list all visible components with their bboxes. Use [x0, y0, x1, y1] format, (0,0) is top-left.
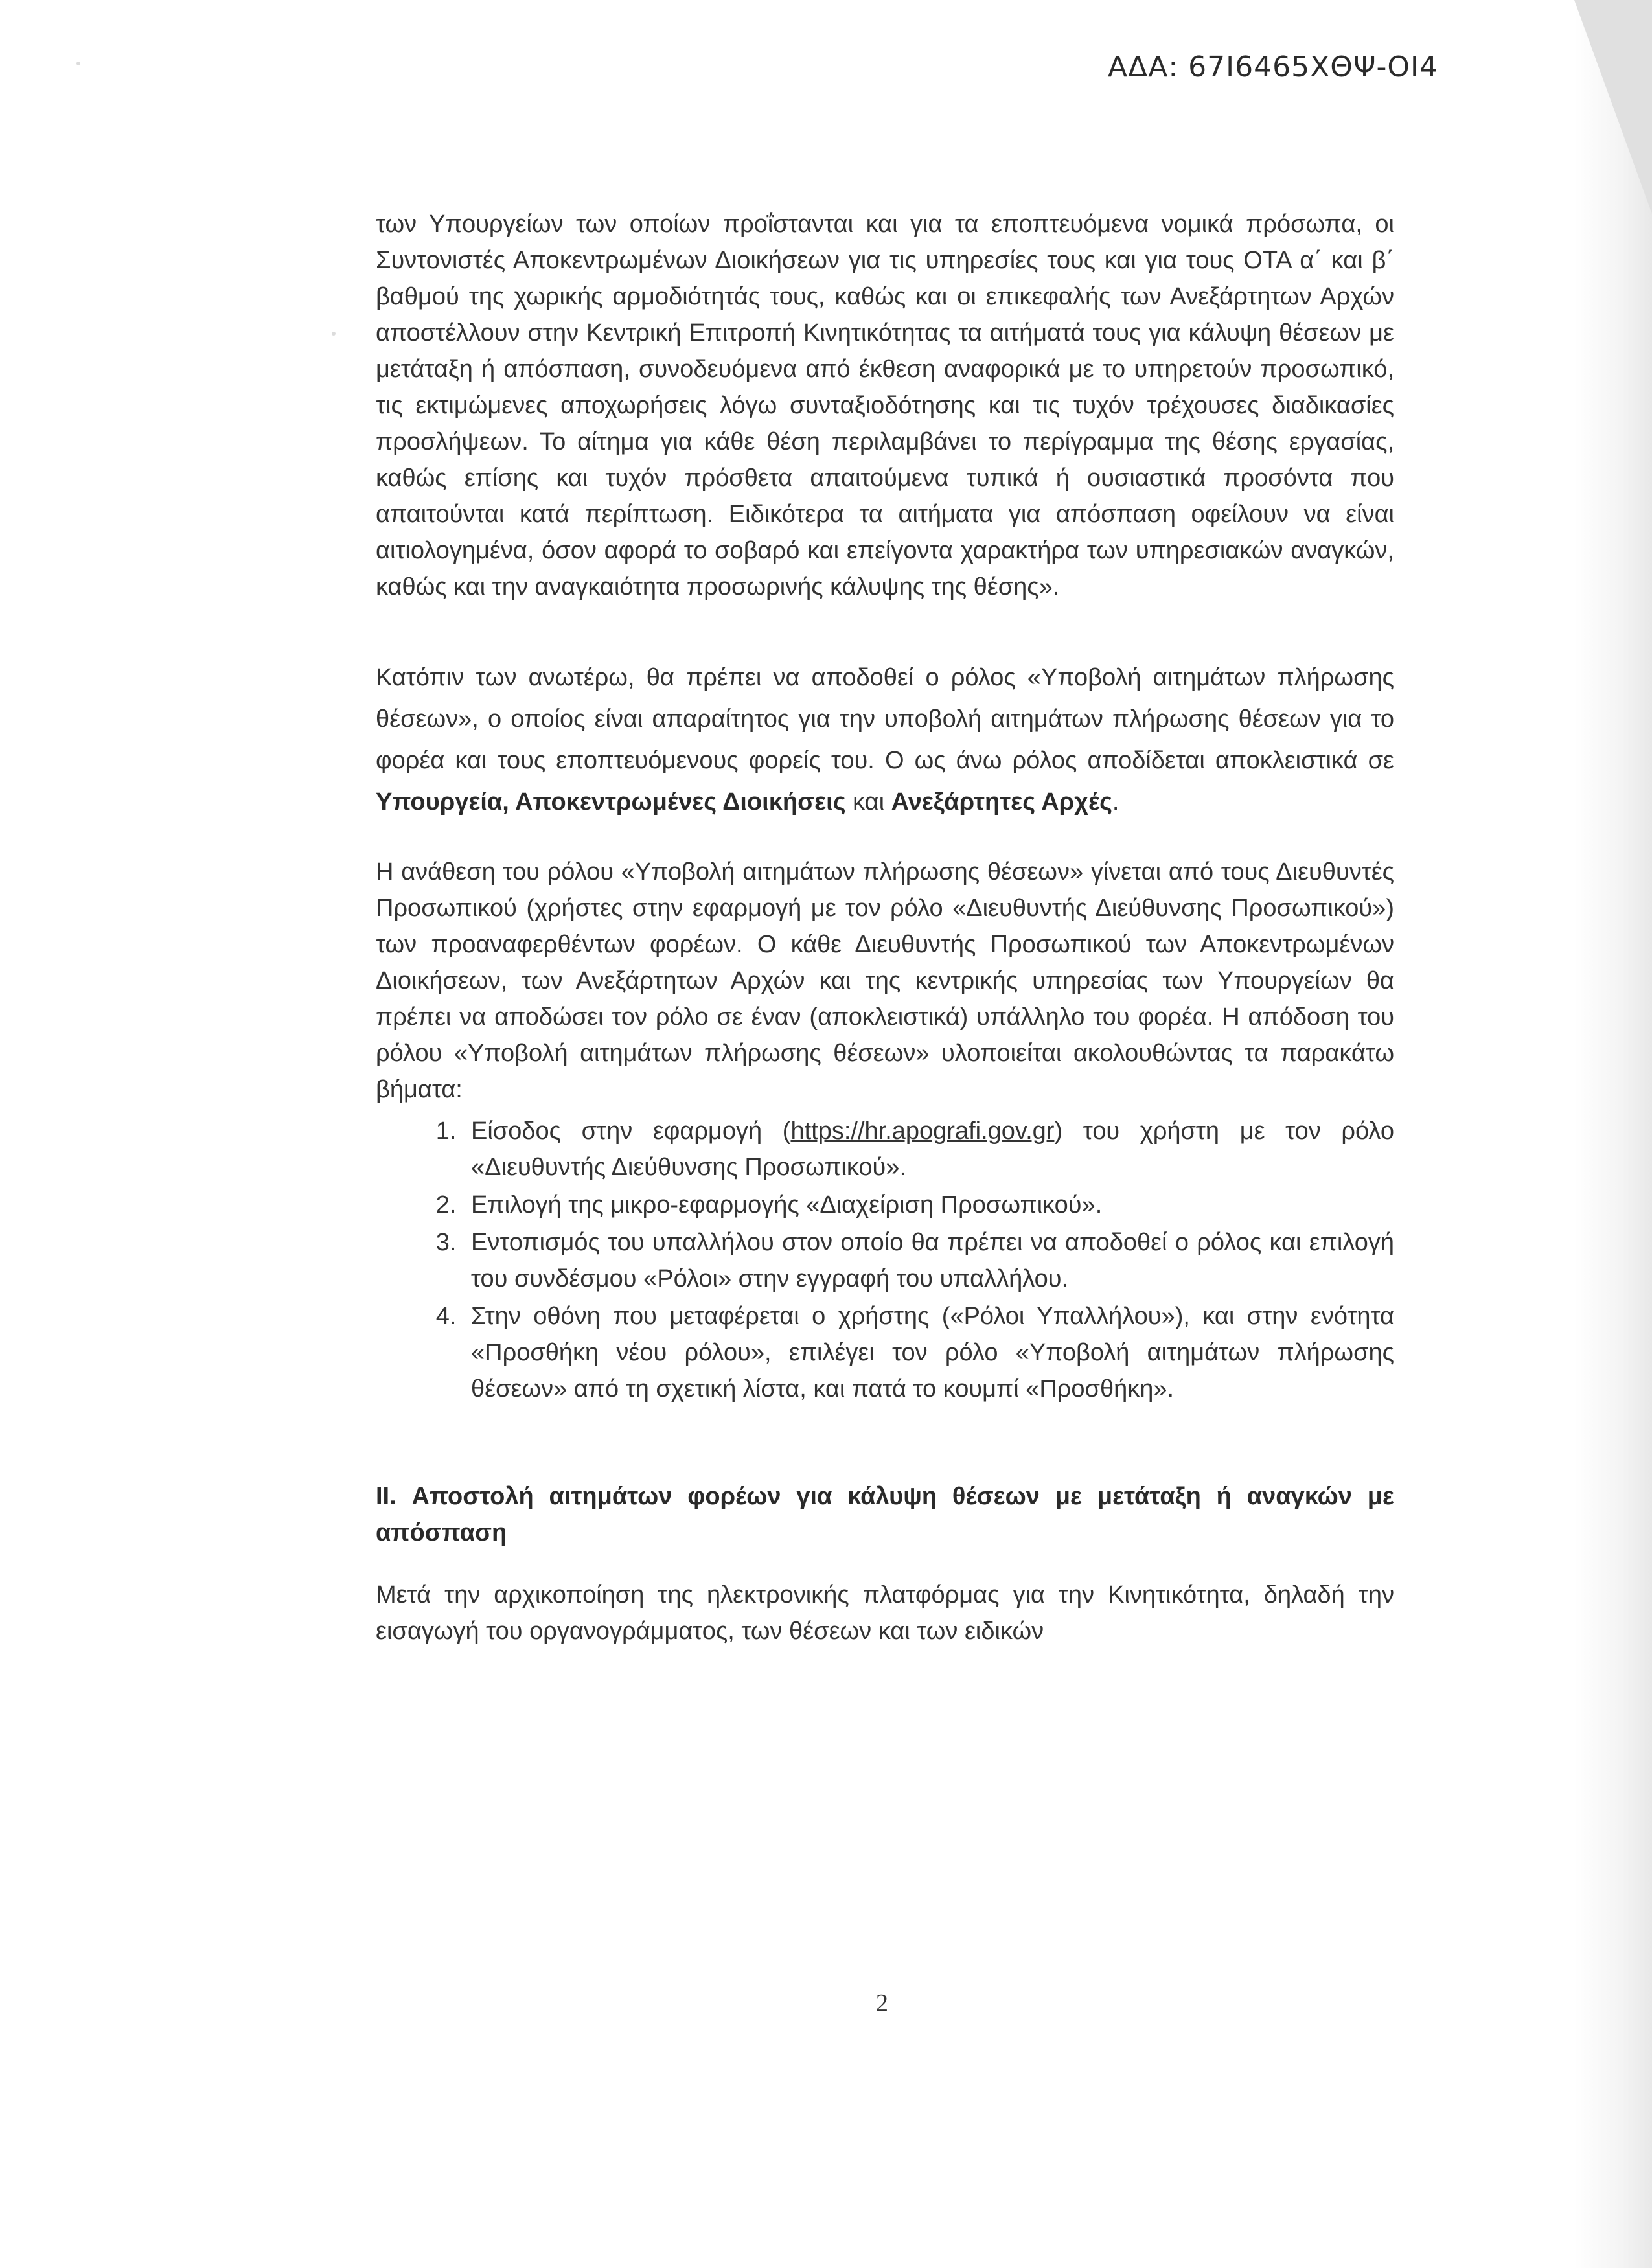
document-body — [376, 206, 1394, 1649]
scan-folded-corner — [1574, 0, 1652, 214]
list-item: 3. Εντοπισμός του υπαλλήλου στον οποίο θα πρέπει να αποδοθεί ο ρόλος και επιλογή του συνδέσμου «Ρόλοι» στην εγγραφή του υπαλλήλου. — [463, 1224, 1394, 1297]
section-heading: II. Αποστολή αιτημάτων φορέων για κάλυψη θέσεων με μετάταξη ή αναγκών με απόσπαση — [376, 1483, 1394, 1546]
paragraph-2-bold-1: Υπουργεία, Αποκεντρωμένες Διοικήσεις — [376, 788, 846, 816]
steps-list — [376, 1113, 1394, 1407]
apografi-link[interactable]: https://hr.apografi.gov.gr — [790, 1117, 1055, 1145]
paragraph-1: των Υπουργείων των οποίων προΐστανται και για τα εποπτευόμενα νομικά πρόσωπα, οι Συντονιστές Αποκεντρωμένων Διοικήσεων για τις υπηρεσίες τους και για τους ΟΤΑ α΄ και β΄ βαθμού της χωρικής αρμοδιότητάς τους, καθώς και οι επικεφαλής των Ανεξάρτητων Αρχών αποστέλλουν στην Κεντρική Επιτροπή Κινητικότητας τα αιτήματά τους για κάλυψη θέσεων με μετάταξη ή απόσπαση, συνοδευόμενα από έκθεση αναφορικά με το υπηρετούν προσωπικό, τις εκτιμώμενες αποχωρήσεις λόγω συνταξιοδότησης και τις τυχόν τρέχουσες διαδικασίες προσλήψεων. Το αίτημα για κάθε θέση περιλαμβάνει το περίγραμμα της θέσης εργασίας, καθώς επίσης και τυχόν πρόσθετα απαιτούμενα τυπικά ή ουσιαστικά προσόντα που απαιτούνται κατά περίπτωση. Ειδικότερα τα αιτήματα για απόσπαση οφείλουν να είναι αιτιολογημένα, όσον αφορά το σοβαρό και επείγοντα χαρακτήρα των υπηρεσιακών αναγκών, καθώς και την αναγκαιότητα προσωρινής κάλυψης της θέσης». — [376, 211, 1394, 601]
list-item: 2. Επιλογή της μικρο-εφαρμογής «Διαχείριση Προσωπικού». — [463, 1187, 1394, 1223]
paragraph-2-text: Κατόπιν των ανωτέρω, θα πρέπει να αποδοθεί ο ρόλος «Υποβολή αιτημάτων πλήρωσης θέσεων», ο οποίος είναι απαραίτητος για την υποβολή αιτημάτων πλήρωσης θέσεων για το φορέα και τους εποπτευόμενους φορείς του. Ο ως άνω ρόλος αποδίδεται αποκλειστικά σε — [376, 664, 1394, 774]
scan-speck — [332, 332, 336, 336]
step-1-before: Είσοδος στην εφαρμογή ( — [471, 1117, 791, 1145]
scan-shadow-edge — [1574, 0, 1652, 2268]
paragraph-3: Η ανάθεση του ρόλου «Υποβολή αιτημάτων πλήρωσης θέσεων» γίνεται από τους Διευθυντές Προσωπικού (χρήστες στην εφαρμογή με τον ρόλο «Διευθυντής Διεύθυνσης Προσωπικού») των προαναφερθέντων φορέων. Ο κάθε Διευθυντής Προσωπικού των Αποκεντρωμένων Διοικήσεων, των Ανεξάρτητων Αρχών και της κεντρικής υπηρεσίας των Υπουργείων θα πρέπει να αποδώσει τον ρόλο σε έναν (αποκλειστικά) υπάλληλο του φορέα. Η απόδοση του ρόλου «Υποβολή αιτημάτων πλήρωσης θέσεων» υλοποιείται ακολουθώντας τα παρακάτω βήματα: — [376, 858, 1394, 1103]
step-1-after: ) του χρήστη με τον ρόλο «Διευθυντής Διεύθυνσης Προσωπικού». — [471, 1117, 1394, 1181]
paragraph-2-bold-2: Ανεξάρτητες Αρχές — [891, 788, 1112, 816]
paragraph-2 — [376, 657, 1394, 823]
paragraph-4: Μετά την αρχικοποίηση της ηλεκτρονικής πλατφόρμας για την Κινητικότητα, δηλαδή την εισαγωγή του οργανογράμματος, των θέσεων και των ειδικών — [376, 1581, 1394, 1645]
paragraph-2-end: . — [1112, 788, 1119, 816]
paragraph-2-and: και — [853, 788, 885, 816]
scan-speck — [76, 62, 80, 65]
page-number: 2 — [876, 1989, 888, 2017]
list-item: 4. Στην οθόνη που μεταφέρεται ο χρήστης («Ρόλοι Υπαλλήλου»), και στην ενότητα «Προσθήκη νέου ρόλου», επιλέγει τον ρόλο «Υποβολή αιτημάτων πλήρωσης θέσεων» από τη σχετική λίστα, και πατά το κουμπί «Προσθήκη». — [463, 1298, 1394, 1407]
ada-code: ΑΔΑ: 67Ι6465ΧΘΨ-ΟΙ4 — [1108, 51, 1438, 84]
list-item — [463, 1113, 1394, 1186]
